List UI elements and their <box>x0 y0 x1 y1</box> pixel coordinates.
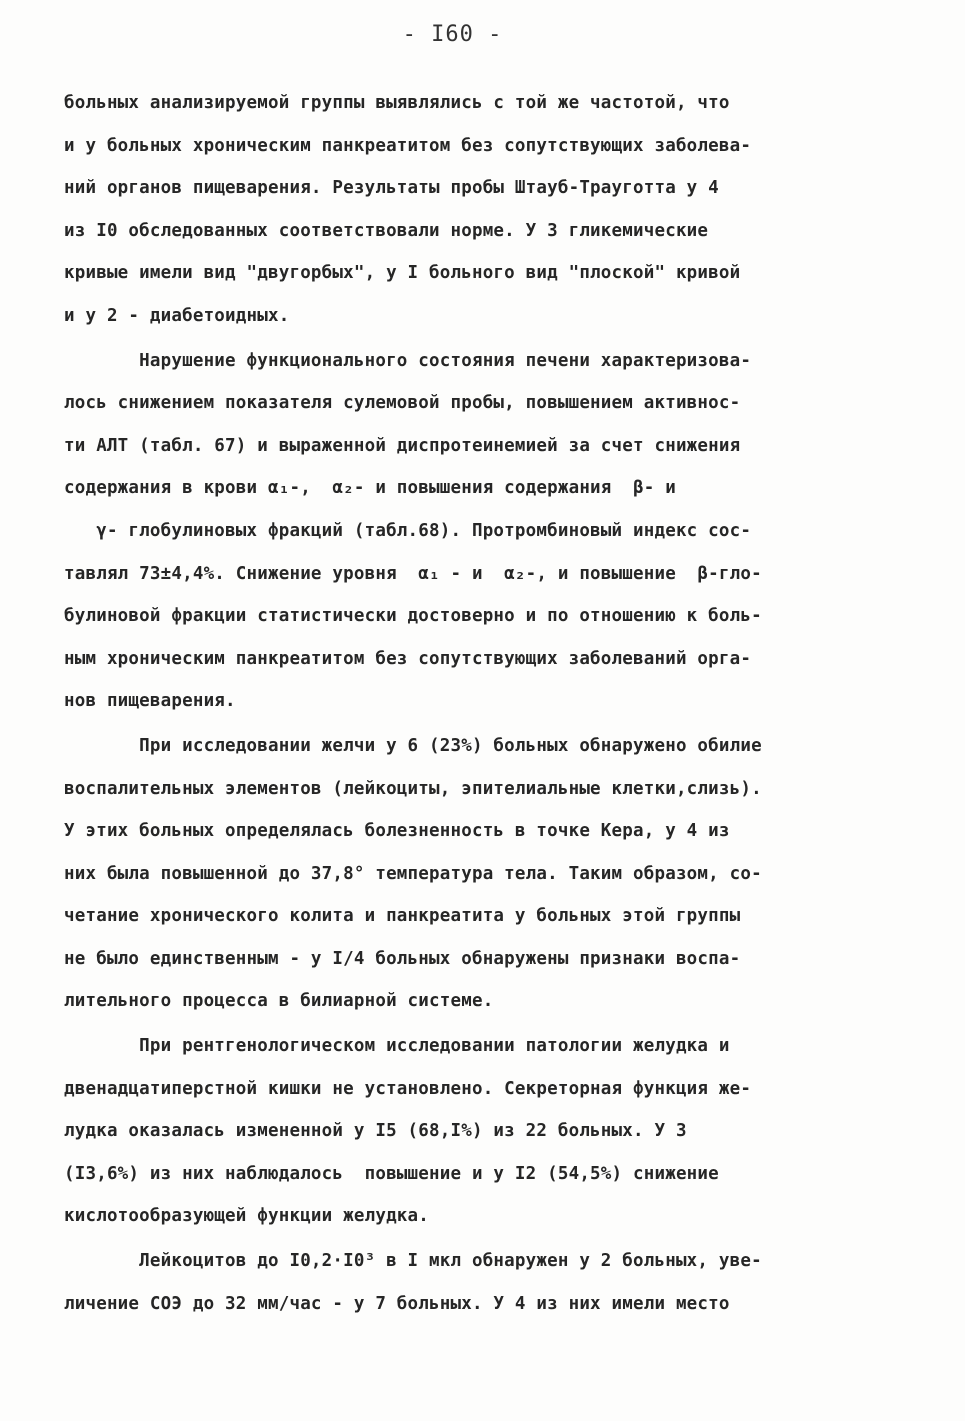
text-line: лительного процесса в билиарной системе. <box>64 991 494 1012</box>
text-line: ти АЛТ (табл. 67) и выраженной диспротеинемией за счет снижения <box>64 435 741 456</box>
text-line: кривые имели вид "двугорбых", у I больного вид "плоской" кривой <box>64 263 741 284</box>
paragraph <box>64 82 899 338</box>
text-line: лудка оказалась измененной у I5 (68,I%) из 22 больных. У 3 <box>64 1121 687 1142</box>
text-line: булиновой фракции статистически достоверно и по отношению к боль- <box>64 606 762 627</box>
text-line: кислотообразующей функции желудка. <box>64 1206 430 1227</box>
text-line: При рентгенологическом исследовании патологии желудка и <box>64 1036 730 1057</box>
paragraph <box>64 1025 899 1238</box>
text-line: не было единственным - у I/4 больных обнаружены признаки воспа- <box>64 948 741 969</box>
text-line: и у больных хроническим панкреатитом без сопутствующих заболева- <box>64 135 752 156</box>
paragraph <box>64 340 899 723</box>
text-line: личение СОЭ до 32 мм/час - у 7 больных. У 4 из них имели место <box>64 1293 730 1314</box>
text-line: воспалительных элементов (лейкоциты, эпителиальные клетки,слизь). <box>64 778 762 799</box>
text-line: лось снижением показателя сулемовой пробы, повышением активнос- <box>64 393 741 414</box>
page-number: - I60 - <box>402 22 503 47</box>
text-line: из I0 обследованных соответствовали норме. У 3 гликемические <box>64 220 709 241</box>
text-line: ным хроническим панкреатитом без сопутствующих заболеваний орга- <box>64 648 752 669</box>
text-line: γ- глобулиновых фракций (табл.68). Протромбиновый индекс сос- <box>64 520 752 541</box>
text-line: Нарушение функционального состояния печени характеризова- <box>64 350 752 371</box>
text-line: содержания в крови α₁-, α₂- и повышения содержания β- и <box>64 478 676 499</box>
paragraph <box>64 725 899 1023</box>
document-body <box>64 82 899 1327</box>
text-line: тавлял 73±4,4%. Снижение уровня α₁ - и α₂-, и повышение β-гло- <box>64 563 762 584</box>
text-line: (I3,6%) из них наблюдалось повышение и у I2 (54,5%) снижение <box>64 1163 719 1184</box>
text-line: больных анализируемой группы выявлялись с той же частотой, что <box>64 93 730 113</box>
text-line: У этих больных определялась болезненность в точке Кера, у 4 из <box>64 821 730 842</box>
text-line: ний органов пищеварения. Результаты пробы Штауб-Трауготта у 4 <box>64 178 719 199</box>
text-line: нов пищеварения. <box>64 691 236 712</box>
text-line: и у 2 - диабетоидных. <box>64 305 290 326</box>
text-line: четание хронического колита и панкреатита у больных этой группы <box>64 906 741 927</box>
text-line: При исследовании желчи у 6 (23%) больных обнаружено обилие <box>64 735 762 756</box>
text-line: них была повышенной до 37,8° температура тела. Таким образом, со- <box>64 863 762 884</box>
paragraph <box>64 1240 899 1325</box>
text-line: Лейкоцитов до I0,2·I0³ в I мкл обнаружен у 2 больных, уве- <box>64 1251 762 1272</box>
text-line: двенадцатиперстной кишки не установлено. Секреторная функция же- <box>64 1078 752 1099</box>
